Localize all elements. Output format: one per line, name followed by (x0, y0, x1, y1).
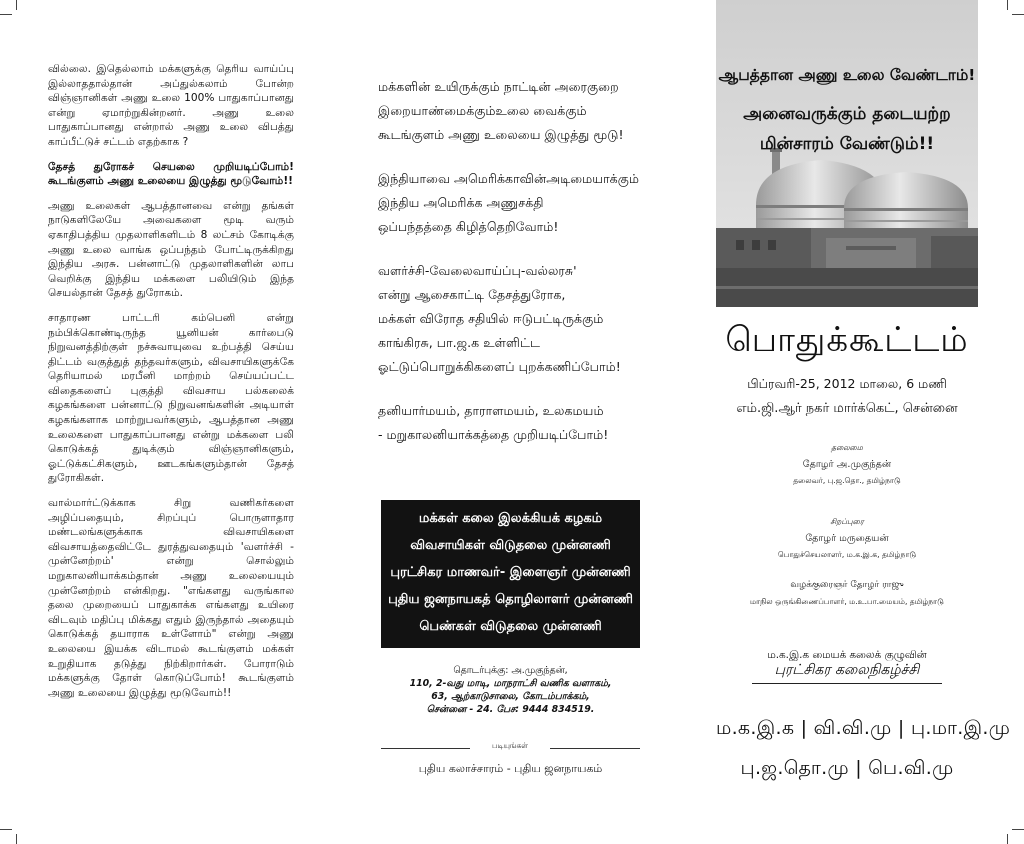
speaker-title: பொதுச்செயலாளர், ம.க.இ.க, தமிழ்நாடு (777, 550, 917, 559)
crop-mark (16, 0, 17, 10)
crop-mark (1007, 0, 1008, 10)
org-line: புரட்சிகர மாணவர்- இளைஞர் முன்னணி (390, 565, 631, 580)
slogan-line: அனைவருக்கும் தடையற்ற (743, 104, 951, 124)
crop-mark (1007, 834, 1008, 844)
lawyer-title: மாநில ஒருங்கிணைப்பாளர், ம.உ.பா.மையம், தமிழ்நாடு (750, 597, 944, 606)
slogan-block (378, 259, 640, 379)
nuclear-plant-image (716, 0, 978, 307)
slogan-line: தனியார்மயம், தாராளமயம், உலகமயம் (378, 403, 604, 418)
slogan-line: மக்களின் உயிருக்கும் நாட்டின் அரைகுறை (378, 79, 619, 94)
publications-names: புதிய கலாச்சாரம் - புதிய ஜனநாயகம் (418, 762, 603, 775)
slogan-block (378, 399, 640, 447)
contact-line: சென்னை - 24. பேச: 9444 834519. (426, 704, 595, 715)
slogan-line: இந்திய அமெரிக்க அணுசக்தி (378, 195, 544, 210)
speaker-name: தோழர் மருதையன் (805, 533, 889, 544)
contact-line: 63, ஆற்காடுசாலை, கோடம்பாக்கம், (431, 691, 590, 702)
org-line: மக்கள் கலை இலக்கியக் கழகம் (418, 511, 603, 526)
publications-caption: படியுங்கள் (470, 741, 550, 751)
event-datetime: பிப்ரவரி-25, 2012 மாலை, 6 மணி (747, 376, 947, 391)
crop-mark (1012, 829, 1024, 830)
body-paragraph: அணு உலைகள் ஆபத்தானவை என்று தங்கள் நாடுகளிலேயே அவைகளை மூடி வரும் ஏகாதிபத்திய முதலாளிகளிடம் 8 லட்சம் கோடிக்கு அணு உலை வாங்க ஒப்பந்தம் போட்டிருக்கிறது இந்திய அரசு. பன்னாட்டு முதலாளிகளின் லாப வெறிக்கு இந்திய மக்களை பலியிடும் இந்த செயல்தான் தேசத் துரோகம். (48, 199, 294, 300)
slogan-line: ஒப்பந்தத்தை கிழித்தெறிவோம்! (378, 219, 559, 234)
lawyer-name: வழக்குரைஞர் தோழர் ராஜு (790, 580, 904, 590)
troupe-heading: ம.க.இ.க மையக் கலைக் குழுவின் (767, 649, 927, 661)
chair-title: தலைவர், பு.ஜ.தொ., தமிழ்நாடு (793, 476, 901, 485)
body-paragraph: வால்மார்ட்டுக்காக சிறு வணிகர்களை அழிப்பதையும், சிறப்புப் பொருளாதார மண்டலங்களுக்காக விவசாயிகளை விவசாயத்தைவிட்டே துரத்துவதையும் 'வளர்ச்சி - முன்னேற்றம்' என்று சொல்லும் மறுகாலனியாக்கம்தான் அணு உலையையும் முன்னேற்றம் என்கிறது. "எங்களது வருங்கால தலை முறையைப் பாதுகாக்க எங்களது உயிரை விடவும் மதிப்பு மிக்கது எதும் இருந்தால் அதையும் கொடுக்கத் தயாராக உள்ளோம்" என்று அணு உலையை இயக்க விடாமல் கூடங்குளம் மக்கள் உறுதியாக தடுத்து நிற்கிறார்கள். போராடும் மக்களுக்கு தோள் கொடுப்போம்! கூடங்குளம் அணு உலையை இழுத்து மூடுவோம்!! (48, 497, 294, 699)
body-paragraph: வில்லை. இதெல்லாம் மக்களுக்கு தெரிய வாய்ப்பு இல்லாததால்தான் அப்துல்கலாம் போன்ற விஞ்ஞானிகள் அணு உலை 100% பாதுகாப்பானது என்று ஏமாற்றுகின்றனர். அணு உலை பாதுகாப்பானது என்றால் அணு உலை விபத்து காப்பீட்டுச் சட்டம் எதற்காக ? (48, 63, 294, 148)
org-line: புதிய ஜனநாயகத் தொழிலாளர் முன்னணி (388, 592, 633, 607)
org-line: விவசாயிகள் விடுதலை முன்னணி (410, 538, 611, 553)
slogan-line: மின்சாரம் வேண்டும்!! (759, 134, 935, 154)
slogan-line: ஆபத்தான அணு உலை வேண்டாம்! (718, 66, 976, 84)
org-abbreviations: ம.க.இ.க | வி.வி.மு | பு.மா.இ.மு (716, 717, 1011, 739)
slogan-line: இந்தியாவை அமெரிக்காவின்அடிமையாக்கும் (378, 171, 639, 186)
slogan-line: என்று ஆசைகாட்டி தேசத்துரோக, (378, 287, 566, 302)
slogan-block (378, 167, 640, 239)
org-abbreviations: பு.ஜ.தொ.மு | பெ.வி.மு (740, 757, 954, 779)
slogan-line: ஓட்டுப்பொறுக்கிகளைப் புறக்கணிப்போம்! (378, 359, 621, 374)
body-paragraph: தேசத் துரோகச் செயலை முறியடிப்போம்! கூடங்குளம் அணு உலையை இழுத்து மூடுவோம்!! (48, 160, 294, 188)
slogan-line: மக்கள் விரோத சதியில் ஈடுபட்டிருக்கும் (378, 311, 604, 326)
troupe-subtitle: புரட்சிகர கலைநிகழ்ச்சி (752, 662, 942, 684)
org-line: பெண்கள் விடுதலை முன்னணி (419, 619, 602, 634)
organizations-box (381, 500, 640, 648)
contact-line: தொடர்புக்கு: அ.முகுந்தன், (453, 665, 568, 676)
slogan-line: இறையாண்மைக்கும்உலை வைக்கும் (378, 103, 587, 118)
event-venue: எம்.ஜி.ஆர் நகர் மார்க்கெட், சென்னை (736, 401, 958, 416)
contact-info (381, 664, 640, 716)
crop-mark (16, 834, 17, 844)
slogan-line: காங்கிரசு, பா.ஜ.க உள்ளிட்ட (378, 335, 540, 350)
slogan-block (378, 75, 640, 147)
middle-column-slogans (378, 75, 640, 467)
crop-mark (1012, 14, 1024, 15)
crop-mark (0, 14, 12, 15)
chair-label: தலைமை (831, 443, 863, 452)
body-paragraph: சாதாரண பாட்டரி கம்பெனி என்று நம்பிக்கொண்டிருந்த யூனியன் கார்பைடு நிறுவனத்திற்குள் நச்சுவாயுவை உற்பத்தி செய்ய திட்டம் வகுத்துத் தந்தவர்களும், விவசாயிகளுக்கே தெரியாமல் மரபீனி மாற்றம் செய்யப்பட்ட விதைகளைப் புகுத்தி விவசாய பல்கலைக் கழகங்களை பன்னாட்டு நிறுவனங்களின் அடியாள் கழகங்களாக மாற்றுபவர்களும், ஆபத்தான அணு உலைகளை பாதுகாப்பானது என்று மக்களை பலி கொடுக்கத் துடிக்கும் விஞ்ஞானிகளும், ஓட்டுக்கட்சிகளும், ஊடகங்களும்தான் தேசத் துரோகிகள். (48, 311, 294, 485)
chair-name: தோழர் அ.முகுந்தன் (802, 459, 892, 470)
page-title: பொதுக்கூட்டம் (725, 320, 969, 360)
slogan-line: - மறுகாலனியாக்கத்தை முறியடிப்போம்! (378, 427, 609, 442)
slogan-line: கூடங்குளம் அணு உலையை இழுத்து மூடு! (378, 127, 624, 142)
left-column-text (48, 62, 294, 710)
contact-line: 110, 2-வது மாடி, மாநராட்சி வணிக வளாகம், (409, 678, 612, 689)
slogan-line: வளர்ச்சி-வேலைவாய்ப்பு-வல்லரசு' (378, 263, 577, 278)
speaker-label: சிறப்புரை (830, 517, 864, 526)
crop-mark (0, 829, 12, 830)
